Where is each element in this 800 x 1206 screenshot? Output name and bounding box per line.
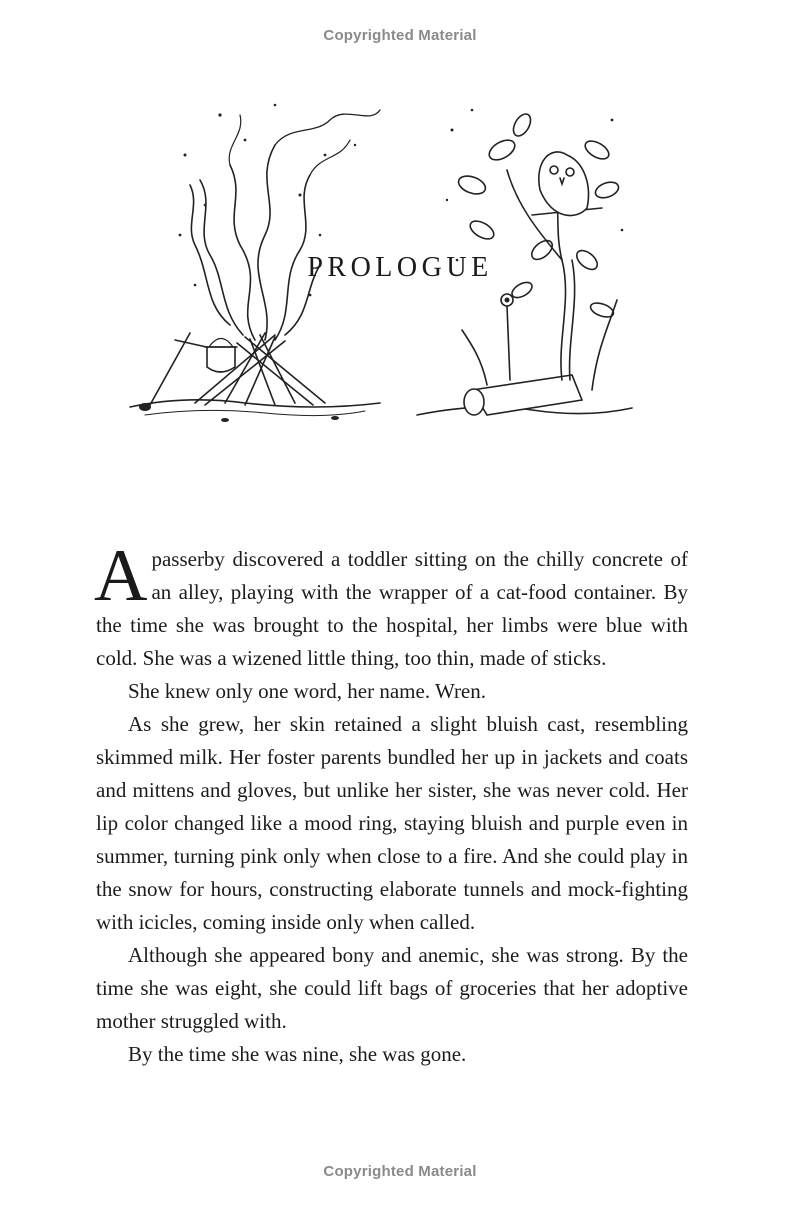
paragraph-2: She knew only one word, her name. Wren.: [128, 679, 487, 703]
chapter-title: PROLOGUE: [307, 252, 493, 283]
paragraph-4: Although she appeared bony and anemic, she was strong. By the time she was eight, she could lift bags of groceries that her adoptive mother struggled with.: [96, 943, 688, 1033]
drop-cap: A: [94, 535, 148, 617]
prologue-body: [94, 535, 688, 1071]
copyright-watermark-bottom: Copyrighted Material: [323, 1163, 477, 1180]
paragraph-1-text: passerby discovered a toddler sitting on the chilly concrete of an alley, playing with the wrapper of a cat-food container. By the time she was brought to the hospital, her limbs were blue with cold. She was a wizened little thing, too thin, made of sticks.: [96, 547, 688, 670]
paragraph-3: As she grew, her skin retained a slight bluish cast, resembling skimmed milk. Her foster parents bundled her up in jackets and coats and mittens and gloves, but unlike her sister, she was never cold. Her lip color changed like a mood ring, staying bluish and purple even in summer, turning pink only when close to a fire. And she could play in the snow for hours, constructing elaborate tunnels and mock-fighting with icicles, coming inside only when called.: [96, 712, 688, 934]
copyright-watermark-top: Copyrighted Material: [323, 27, 477, 44]
paragraph-1: [94, 535, 688, 675]
paragraph-5: By the time she was nine, she was gone.: [128, 1042, 467, 1066]
